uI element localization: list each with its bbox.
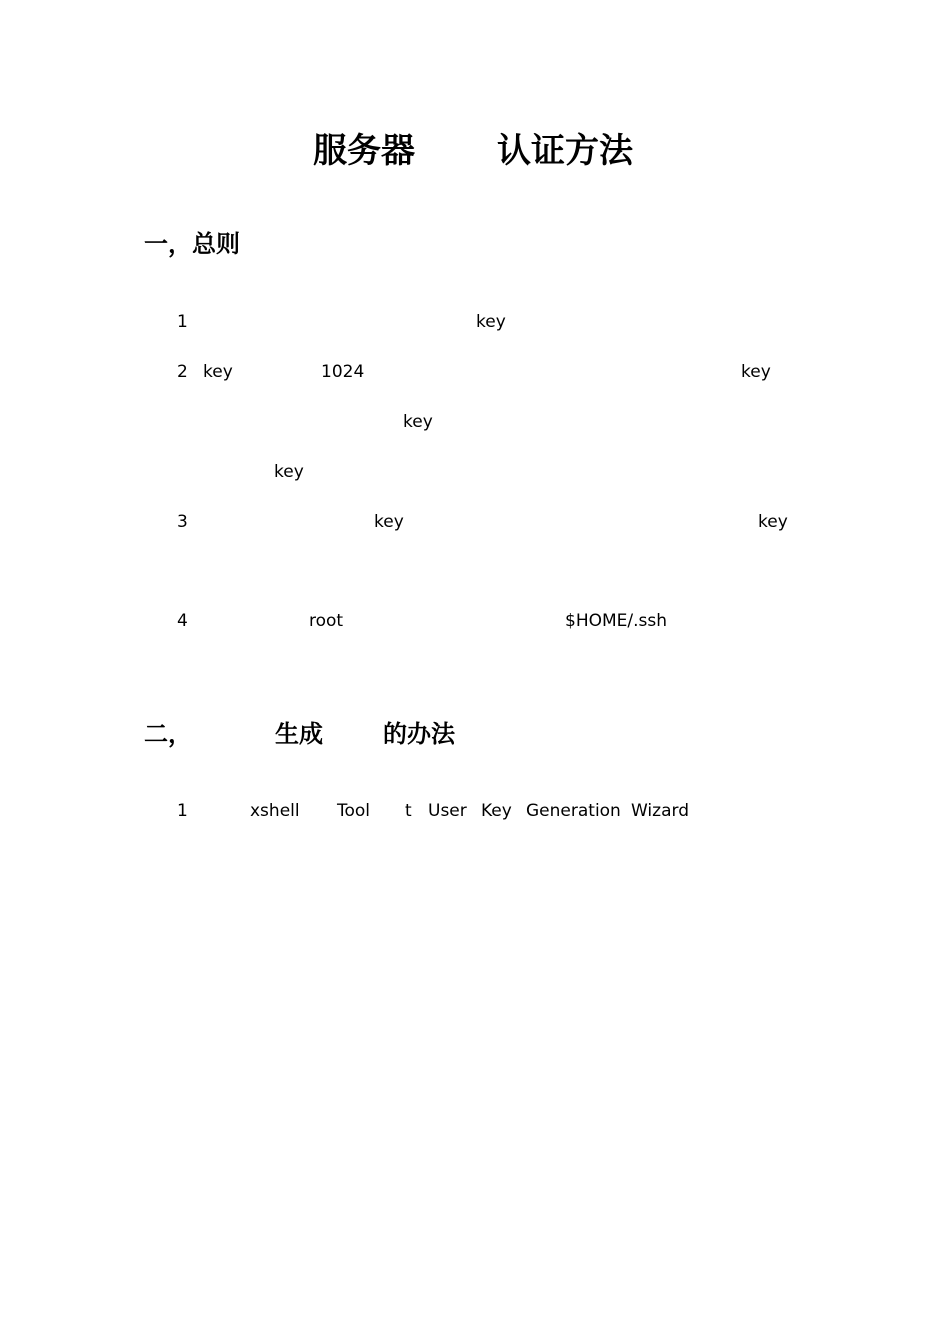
s2-item1-number: 1 [177, 801, 188, 821]
item2-number: 2 [177, 362, 188, 382]
item1-key: key [476, 312, 506, 332]
s2-item1-user: User [428, 801, 467, 821]
line4-key: key [274, 462, 304, 482]
line3-key: key [403, 412, 433, 432]
section2-heading-b: 的办法 [383, 720, 455, 748]
title-part-2: 认证方法 [497, 131, 633, 171]
s2-item1-key: Key [481, 801, 512, 821]
s2-item1-wizard: Wizard [631, 801, 689, 821]
s2-item1-t: t [405, 801, 412, 821]
section2-heading-prefix: 二， [144, 720, 192, 748]
section1-heading: 一，总则 [144, 230, 240, 258]
item2-bits: 1024 [321, 362, 365, 382]
item1-number: 1 [177, 312, 188, 332]
section2-heading-a: 生成 [275, 720, 323, 748]
item4-root: root [309, 611, 344, 631]
item3-key-a: key [374, 512, 404, 532]
s2-item1-tool: Tool [337, 801, 371, 821]
item3-number: 3 [177, 512, 188, 532]
s2-item1-xshell: xshell [250, 801, 300, 821]
item2-key-a: key [203, 362, 233, 382]
item4-path: $HOME/.ssh [565, 611, 668, 631]
s2-item1-generation: Generation [526, 801, 621, 821]
item3-key-b: key [758, 512, 788, 532]
item4-number: 4 [177, 611, 188, 631]
item2-key-b: key [741, 362, 771, 382]
title-part-1: 服务器 [313, 131, 415, 171]
